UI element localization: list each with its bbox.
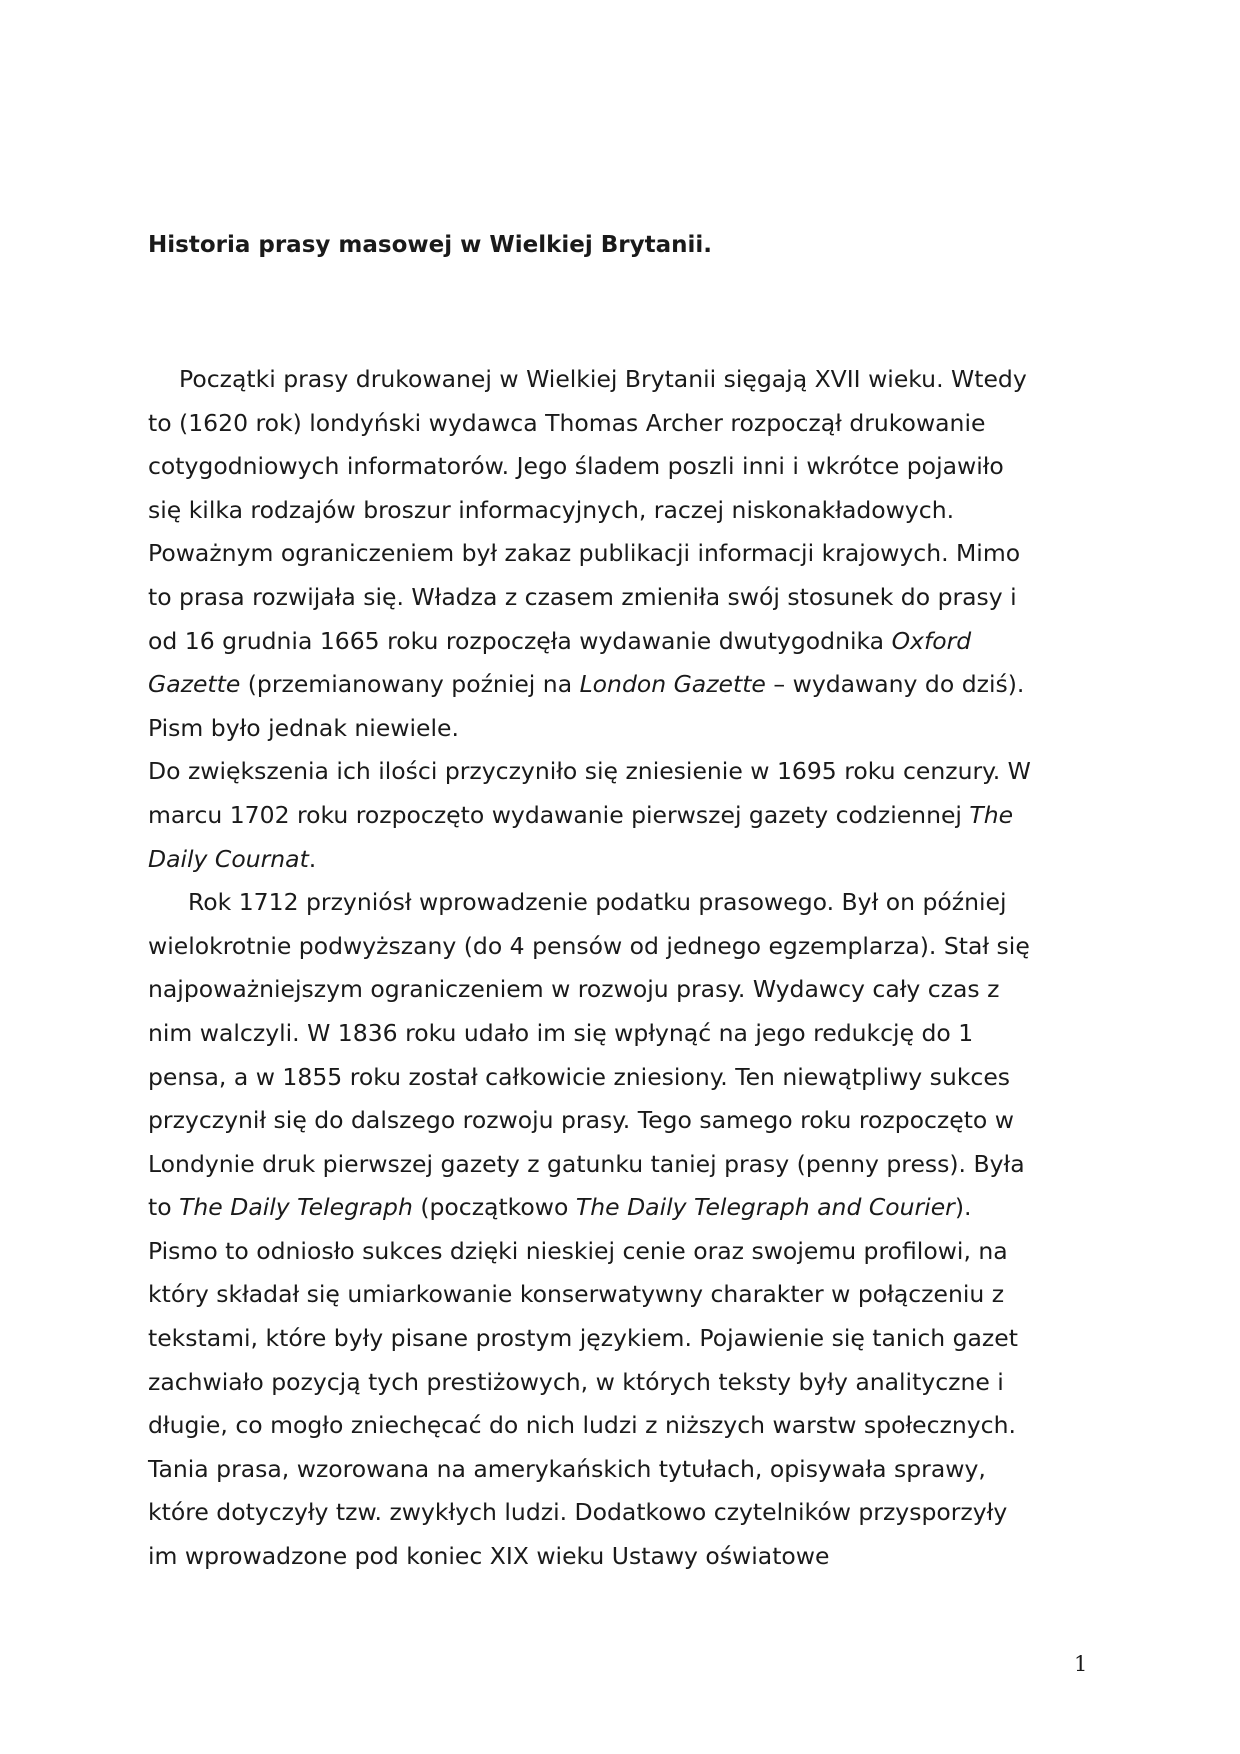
text-line	[148, 1361, 1098, 1405]
italic-title: Daily Cournat	[148, 844, 309, 873]
text-line	[148, 1230, 1098, 1274]
text-run: – wydawany do dziś).	[765, 670, 1025, 699]
page-title: Historia prasy masowej w Wielkiej Brytanii.	[148, 232, 713, 258]
text-line	[148, 1099, 1098, 1143]
text-line	[148, 1404, 1098, 1448]
text-line	[148, 968, 1098, 1012]
text-line	[148, 576, 1098, 620]
text-run: nim walczyli. W 1836 roku udało im się wpłynąć na jego redukcję do 1	[148, 1018, 974, 1047]
text-run: to	[148, 1193, 180, 1222]
italic-title: The	[969, 800, 1014, 829]
text-run: który składał się umiarkowanie konserwatywny charakter w połączeniu z	[148, 1280, 1005, 1309]
text-line	[148, 925, 1098, 969]
text-run: Tania prasa, wzorowana na amerykańskich tytułach, opisywała sprawy,	[148, 1454, 986, 1483]
text-line	[148, 1186, 1098, 1230]
text-run: marcu 1702 roku rozpoczęto wydawanie pierwszej gazety codziennej	[148, 800, 970, 829]
text-line	[148, 532, 1098, 576]
text-run: ).	[954, 1193, 972, 1222]
italic-title: London Gazette	[579, 670, 766, 699]
text-run: Poważnym ograniczeniem był zakaz publikacji informacji krajowych. Mimo	[148, 539, 1021, 568]
text-run: od 16 grudnia 1665 roku rozpoczęła wydawanie dwutygodnika	[148, 626, 892, 655]
text-run: wielokrotnie podwyższany (do 4 pensów od jednego egzemplarza). Stał się	[148, 931, 1030, 960]
text-line	[148, 794, 1098, 838]
italic-title: The Daily Telegraph and Courier	[575, 1193, 955, 1222]
text-run: (początkowo	[412, 1193, 576, 1222]
text-line	[148, 489, 1098, 533]
text-line	[148, 1273, 1098, 1317]
italic-title: The Daily Telegraph	[179, 1193, 413, 1222]
body-text	[148, 358, 1098, 1579]
text-line	[148, 1012, 1098, 1056]
text-line	[148, 1448, 1098, 1492]
text-run: Pism było jednak niewiele.	[148, 713, 459, 742]
text-line	[148, 1491, 1098, 1535]
text-run: to (1620 rok) londyński wydawca Thomas Archer rozpoczął drukowanie	[148, 408, 986, 437]
text-line	[148, 1056, 1098, 1100]
text-run: się kilka rodzajów broszur informacyjnych, raczej niskonakładowych.	[148, 495, 955, 524]
text-run: tekstami, które były pisane prostym językiem. Pojawienie się tanich gazet	[148, 1324, 1018, 1353]
text-line	[148, 707, 1098, 751]
text-run: to prasa rozwijała się. Władza z czasem zmieniła swój stosunek do prasy i	[148, 582, 1017, 611]
text-run: cotygodniowych informatorów. Jego śladem poszli inni i wkrótce pojawiło	[148, 452, 1004, 481]
text-run: Pismo to odniosło sukces dzięki nieskiej cenie oraz swojemu profilowi, na	[148, 1236, 1008, 1265]
text-line	[148, 1317, 1098, 1361]
text-line	[148, 663, 1098, 707]
text-run: im wprowadzone pod koniec XIX wieku Ustawy oświatowe	[148, 1542, 830, 1571]
page-number: 1	[1074, 1652, 1088, 1676]
italic-title: Oxford	[891, 626, 972, 655]
text-run: długie, co mogło zniechęcać do nich ludzi z niższych warstw społecznych.	[148, 1411, 1016, 1440]
text-line	[148, 881, 1098, 925]
text-run: które dotyczyły tzw. zwykłych ludzi. Dodatkowo czytelników przysporzyły	[148, 1498, 1008, 1527]
text-line	[148, 750, 1098, 794]
text-run: (przemianowany poźniej na	[240, 670, 580, 699]
text-run: zachwiało pozycją tych prestiżowych, w których teksty były analityczne i	[148, 1367, 1004, 1396]
text-run: pensa, a w 1855 roku został całkowicie zniesiony. Ten niewątpliwy sukces	[148, 1062, 1011, 1091]
text-run: przyczynił się do dalszego rozwoju prasy. Tego samego roku rozpoczęto w	[148, 1106, 1015, 1135]
text-run: najpoważniejszym ograniczeniem w rozwoju prasy. Wydawcy cały czas z	[148, 975, 1000, 1004]
text-run: .	[308, 844, 317, 873]
text-line	[148, 838, 1098, 882]
text-line	[148, 620, 1098, 664]
text-line	[148, 1535, 1098, 1579]
text-line	[148, 445, 1098, 489]
text-line	[148, 402, 1098, 446]
text-run: Początki prasy drukowanej w Wielkiej Brytanii sięgają XVII wieku. Wtedy	[179, 365, 1027, 393]
italic-title: Gazette	[148, 670, 241, 699]
text-run: Londynie druk pierwszej gazety z gatunku taniej prasy (penny press). Była	[148, 1149, 1025, 1178]
text-line	[148, 358, 1098, 402]
text-line	[148, 1143, 1098, 1187]
text-run: Do zwiększenia ich ilości przyczyniło się zniesienie w 1695 roku cenzury. W	[148, 757, 1031, 786]
text-run: Rok 1712 przyniósł wprowadzenie podatku prasowego. Był on później	[188, 888, 1007, 917]
